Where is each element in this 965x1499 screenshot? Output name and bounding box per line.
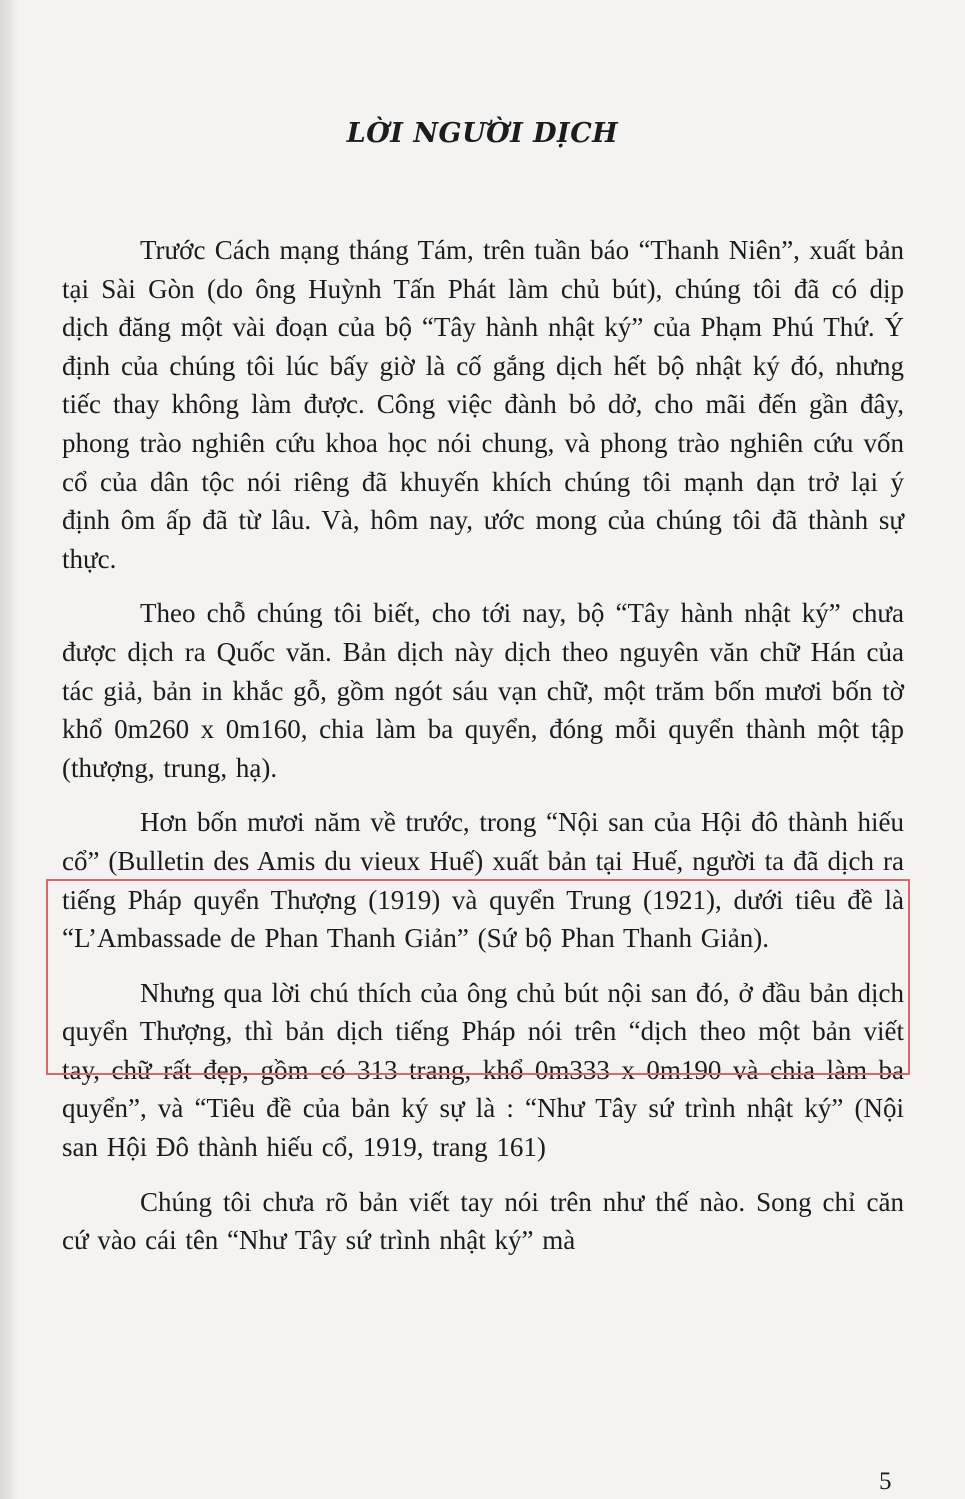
paragraph-1: Trước Cách mạng tháng Tám, trên tuần báo “Thanh Niên”, xuất bản tại Sài Gòn (do ông Huỳnh Tấn Phát làm chủ bút), chúng tôi đã có dịp dịch đăng một vài đoạn của bộ “Tây hành nhật ký” của Phạm Phú Thứ. Ý định của chúng tôi lúc bấy giờ là cố gắng dịch hết bộ nhật ký đó, nhưng tiếc thay không làm được. Công việc đành bỏ dở, cho mãi đến gần đây, phong trào nghiên cứu khoa học nói chung, và phong trào nghiên cứu vốn cổ của dân tộc nói riêng đã khuyến khích chúng tôi mạnh dạn trở lại ý định ôm ấp đã từ lâu. Và, hôm nay, ước mong của chúng tôi đã thành sự thực. [62, 235, 904, 574]
paragraph-4: Nhưng qua lời chú thích của ông chủ bút nội san đó, ở đầu bản dịch quyển Thượng, thì bản dịch tiếng Pháp nói trên “dịch theo một bản viết tay, chữ rất đẹp, gồm có 313 trang, khổ 0m333 x 0m190 và chia làm ba quyển”, và “Tiêu đề của bản ký sự là : “Như Tây sứ trình nhật ký” (Nội san Hội Đô thành hiếu cổ, 1919, trang 161) [62, 977, 904, 1163]
paragraph-3-highlighted: Hơn bốn mươi năm về trước, trong “Nội san của Hội đô thành hiếu cổ” (Bulletin des Amis du vieux Huế) xuất bản tại Huế, người ta đã dịch ra tiếng Pháp quyển Thượng (1919) và quyển Trung (1921), dưới tiêu đề là “L’Ambassade de Phan Thanh Giản” (Sứ bộ Phan Thanh Giản). [62, 807, 904, 954]
page-title: LỜI NGƯỜI DỊCH [346, 118, 619, 149]
page-number: 5 [879, 1468, 892, 1495]
page-edge-shadow [0, 0, 18, 1499]
paragraph-5: Chúng tôi chưa rõ bản viết tay nói trên như thế nào. Song chỉ căn cứ vào cái tên “Như Tây sứ trình nhật ký” mà [62, 1186, 904, 1256]
body-text [62, 231, 904, 1276]
paragraph-2: Theo chỗ chúng tôi biết, cho tới nay, bộ “Tây hành nhật ký” chưa được dịch ra Quốc văn. Bản dịch này dịch theo nguyên văn chữ Hán của tác giả, bản in khắc gỗ, gồm ngót sáu vạn chữ, một trăm bốn mươi bốn tờ khổ 0m260 x 0m160, chia làm ba quyển, đóng mỗi quyển thành một tập (thượng, trung, hạ). [62, 598, 904, 783]
